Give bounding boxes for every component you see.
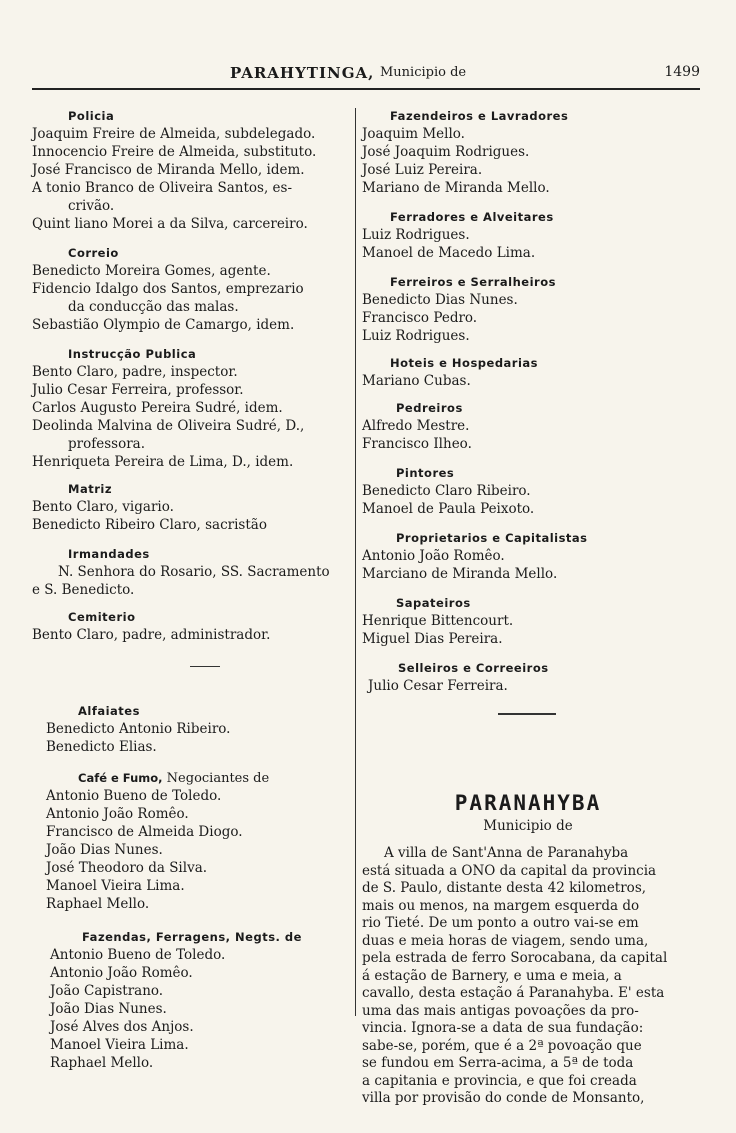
list-item: professora.: [68, 436, 145, 452]
section-heading: Pedreiros: [396, 401, 463, 415]
list-item: José Alves dos Anjos.: [50, 1019, 194, 1035]
list-item: Deolinda Malvina de Oliveira Sudré, D.,: [32, 418, 305, 434]
heading-rest: Negociantes de: [162, 771, 270, 786]
list-item: A tonio Branco de Oliveira Santos, es-: [32, 180, 293, 196]
text-line: sabe-se, porém, que é a 2ª povoação que: [362, 1037, 642, 1054]
list-item: Bento Claro, padre, inspector.: [32, 364, 238, 380]
list-item: Raphael Mello.: [50, 1055, 154, 1071]
list-item: Manoel de Paula Peixoto.: [362, 501, 535, 517]
page-header: [230, 64, 700, 86]
section-ferreiros: [362, 274, 702, 345]
section-heading: Matriz: [68, 482, 113, 496]
section-paranahyba: [362, 791, 694, 1108]
list-item: Mariano Cubas.: [362, 373, 471, 389]
list-item: Benedicto Antonio Ribeiro.: [46, 721, 231, 737]
section-heading: Ferradores e Alveitares: [390, 210, 554, 224]
list-item: Raphael Mello.: [46, 896, 150, 912]
section-rule: [498, 713, 556, 715]
section-heading: Hoteis e Hospedarias: [390, 356, 539, 370]
section-alfaiates: [32, 703, 352, 756]
town-description: [362, 845, 694, 1108]
running-subtitle: Municipio de: [380, 65, 467, 80]
list-item: José Theodoro da Silva.: [46, 860, 208, 876]
section-hoteis: [362, 355, 702, 390]
list-item: Miguel Dias Pereira.: [362, 631, 503, 647]
list-item: Joaquim Freire de Almeida, subdelegado.: [32, 126, 316, 142]
list-item: Antonio João Romêo.: [362, 548, 505, 564]
list-item: Francisco Pedro.: [362, 310, 478, 326]
text-line: vincia. Ignora-se a data de sua fundação:: [362, 1020, 644, 1036]
section-heading: Fazendeiros e Lavradores: [390, 109, 569, 123]
section-heading: Policia: [68, 109, 115, 123]
section-heading: Alfaiates: [78, 704, 140, 718]
section-policia: [32, 98, 352, 233]
text-line: cavallo, desta estação á Paranahyba. E' esta: [362, 985, 665, 1001]
list-item: Benedicto Elias.: [46, 739, 157, 755]
list-item: da conducção das malas.: [68, 299, 239, 315]
section-selleiros: [362, 660, 702, 695]
section-heading: Proprietarios e Capitalistas: [396, 531, 588, 545]
list-item: Quint liano Morei a da Silva, carcereiro.: [32, 216, 308, 232]
text-line: a capitania e provincia, e que foi creada: [362, 1072, 637, 1089]
list-item: Julio Cesar Ferreira, professor.: [32, 382, 244, 398]
running-title: PARAHYTINGA,: [230, 64, 375, 82]
text-line: de S. Paulo, distante desta 42 kilometros,: [362, 880, 647, 896]
section-heading: Ferreiros e Serralheiros: [390, 275, 556, 289]
section-irmandades: [32, 546, 352, 599]
list-item: Bento Claro, vigario.: [32, 499, 174, 515]
section-sapateiros: [362, 595, 702, 648]
list-item: Manoel de Macedo Lima.: [362, 245, 536, 261]
text-line: uma das mais antigas povoações da pro-: [362, 1002, 639, 1019]
list-item: José Joaquim Rodrigues.: [362, 144, 530, 160]
text-line: á estação de Barnery, e uma e meia, a: [362, 967, 622, 984]
text-line: mais ou menos, na margem esquerda do: [362, 897, 640, 914]
list-item: João Dias Nunes.: [50, 1001, 167, 1017]
text-line: A villa de Sant'Anna de Paranahyba: [384, 845, 629, 861]
list-item: Bento Claro, padre, administrador.: [32, 627, 271, 643]
list-item: Francisco Ilheo.: [362, 436, 472, 452]
section-cafe-fumo: [32, 770, 352, 913]
list-item: Benedicto Ribeiro Claro, sacristão: [32, 517, 267, 533]
section-heading: Instrucção Publica: [68, 347, 197, 361]
section-heading: Selleiros e Correeiros: [398, 661, 549, 675]
left-column: [32, 98, 352, 1072]
list-item: Fidencio Idalgo dos Santos, emprezario: [32, 281, 304, 297]
text-line: villa por provisão do conde de Monsanto,: [362, 1090, 645, 1106]
text-line: duas e meia horas de viagem, sendo uma,: [362, 932, 649, 949]
list-item: Henrique Bittencourt.: [362, 613, 514, 629]
list-item: Antonio Bueno de Toledo.: [46, 788, 222, 804]
section-heading: [32, 770, 352, 787]
column-divider: [355, 108, 356, 1016]
text-line: está situada a ONO da capital da provincia: [362, 862, 657, 879]
list-item: Benedicto Dias Nunes.: [362, 292, 518, 308]
section-heading: Fazendas, Ferragens, Negts. de: [82, 930, 302, 944]
header-rule: [32, 88, 700, 90]
list-item: Luiz Rodrigues.: [362, 328, 470, 344]
section-correio: [32, 245, 352, 334]
list-item: Sebastião Olympio de Camargo, idem.: [32, 317, 295, 333]
text-line: pela estrada de ferro Sorocabana, da capital: [362, 950, 668, 966]
list-item: crivão.: [68, 198, 115, 214]
list-item: Luiz Rodrigues.: [362, 227, 470, 243]
list-item: Joaquim Mello.: [362, 126, 465, 142]
list-item: Benedicto Claro Ribeiro.: [362, 483, 531, 499]
section-matriz: [32, 481, 352, 534]
list-item: Francisco de Almeida Diogo.: [46, 824, 243, 840]
list-item: Antonio João Romêo.: [50, 965, 193, 981]
list-item: Julio Cesar Ferreira.: [368, 678, 508, 694]
text-line: se fundou em Serra-acima, a 5ª de toda: [362, 1055, 634, 1071]
text-line: rio Tieté. De um ponto a outro vai-se em: [362, 915, 639, 931]
section-instrucao: [32, 346, 352, 471]
section-heading: Cemiterio: [68, 610, 136, 624]
list-item: José Francisco de Miranda Mello, idem.: [32, 162, 305, 178]
list-item: João Dias Nunes.: [46, 842, 163, 858]
section-heading: Irmandades: [68, 547, 150, 561]
list-item: Manoel Vieira Lima.: [46, 878, 185, 894]
section-rule: [190, 666, 220, 667]
list-item: Mariano de Miranda Mello.: [362, 180, 550, 196]
list-item: João Capistrano.: [50, 983, 164, 999]
section-heading: Correio: [68, 246, 119, 260]
town-subtitle: Municipio de: [483, 818, 573, 834]
town-title: PARANAHYBA: [454, 791, 602, 815]
section-pedreiros: [362, 400, 702, 453]
section-ferradores: [362, 209, 702, 262]
list-item: Marciano de Miranda Mello.: [362, 566, 558, 582]
list-item: Antonio Bueno de Toledo.: [50, 947, 226, 963]
list-item: Innocencio Freire de Almeida, substituto.: [32, 144, 317, 160]
heading-strong: Café e Fumo,: [78, 771, 163, 785]
section-heading: Sapateiros: [396, 596, 471, 610]
section-heading: Pintores: [396, 466, 455, 480]
section-proprietarios: [362, 530, 702, 583]
section-fazendeiros: [362, 98, 702, 197]
list-item: N. Senhora do Rosario, SS. Sacramento: [58, 564, 330, 580]
section-fazendas: [32, 929, 352, 1072]
list-item: Alfredo Mestre.: [362, 418, 470, 434]
list-item: Benedicto Moreira Gomes, agente.: [32, 263, 271, 279]
list-item: Carlos Augusto Pereira Sudré, idem.: [32, 400, 283, 416]
section-cemiterio: [32, 609, 352, 644]
list-item: e S. Benedicto.: [32, 582, 135, 598]
section-pintores: [362, 465, 702, 518]
list-item: Henriqueta Pereira de Lima, D., idem.: [32, 454, 294, 470]
list-item: Antonio João Romêo.: [46, 806, 189, 822]
right-column: [362, 98, 702, 1108]
page-number: 1499: [664, 64, 700, 80]
list-item: Manoel Vieira Lima.: [50, 1037, 189, 1053]
list-item: José Luiz Pereira.: [362, 162, 483, 178]
